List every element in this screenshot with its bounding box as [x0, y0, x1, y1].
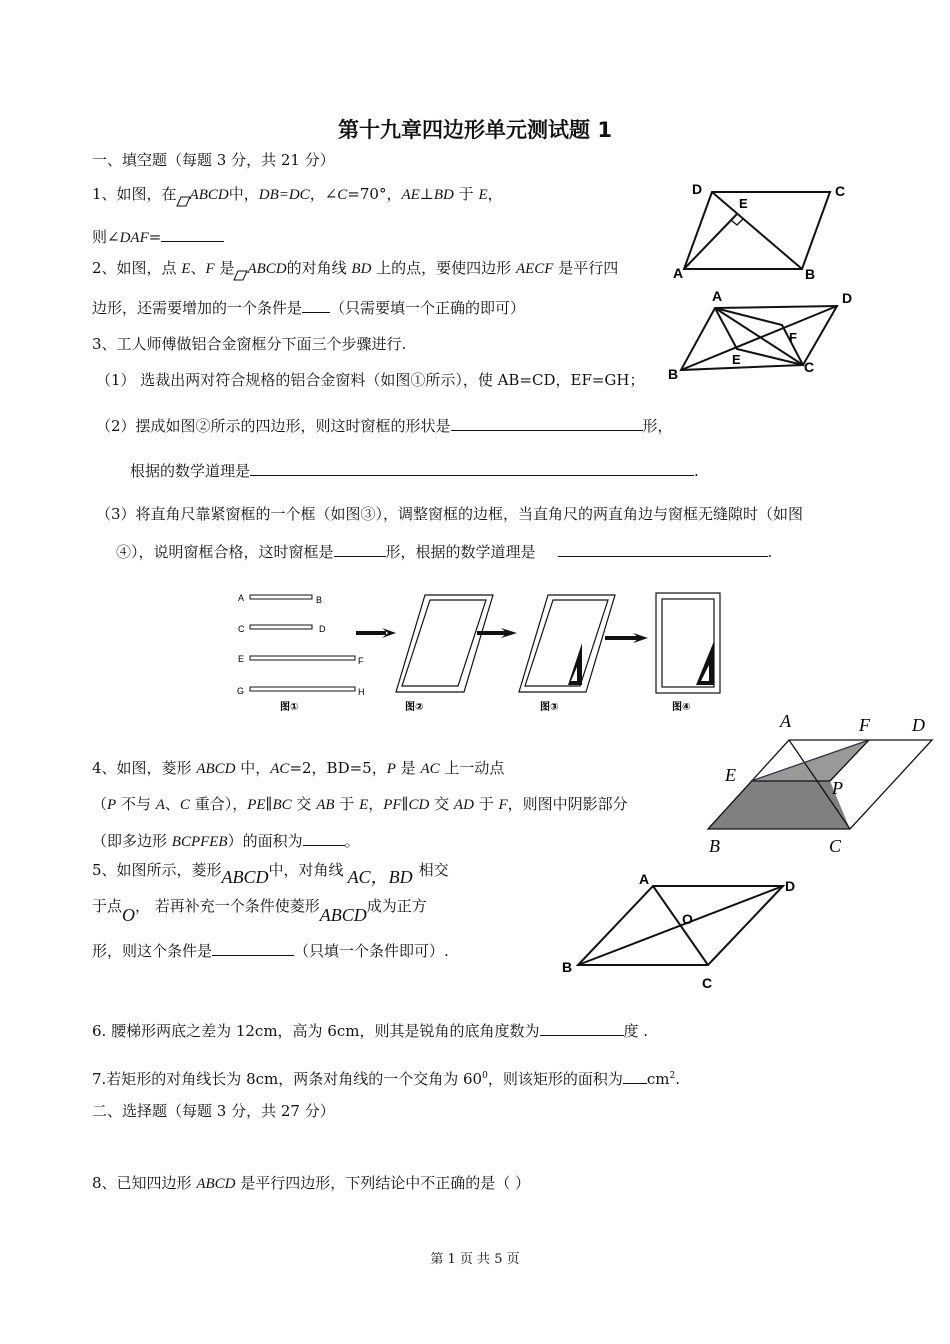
- answer-blank[interactable]: [302, 297, 330, 313]
- q2-var: ABCD: [247, 261, 287, 277]
- answer-blank[interactable]: [250, 460, 694, 476]
- label-c: C: [804, 359, 815, 375]
- q3-text: .: [694, 462, 699, 480]
- label-a: A: [712, 288, 723, 304]
- arrow-shaft: [356, 631, 386, 635]
- figure-q3: [230, 585, 730, 720]
- q1-var: DAF: [119, 230, 149, 246]
- label-b: B: [668, 366, 679, 382]
- label-a: A: [639, 871, 650, 887]
- q1-text: =70°，: [347, 185, 402, 203]
- q3-text: ④），说明窗框合格，这时窗框是: [116, 543, 334, 561]
- q8-text: 8、已知四边形: [92, 1174, 197, 1192]
- frame-figure-4: [656, 593, 720, 693]
- q1-var: DB=DC: [258, 187, 310, 203]
- q4-var: AB: [316, 797, 335, 813]
- q3-text: .: [767, 543, 773, 561]
- label-a: A: [780, 711, 791, 731]
- q6-text: 度 .: [623, 1022, 649, 1040]
- question-2-line-1: [92, 258, 618, 281]
- answer-blank[interactable]: [558, 541, 768, 557]
- label-b: B: [805, 266, 816, 282]
- q2-text: 2、如图，点: [92, 259, 182, 277]
- q4-var: PE: [247, 797, 266, 813]
- q7-text: cm: [646, 1070, 670, 1088]
- q4-var: PF: [383, 797, 402, 813]
- q4-text: （即多边形: [92, 832, 172, 850]
- caption-4: 图④: [672, 702, 691, 713]
- question-7: [92, 1066, 680, 1089]
- q1-text: ⊥: [419, 185, 434, 203]
- arrow-shaft: [477, 631, 507, 635]
- q5-text: （只填一个条件即可）.: [294, 942, 449, 960]
- q5-var: O: [122, 905, 136, 925]
- q5-text: 于点: [92, 897, 123, 915]
- label-a: A: [673, 265, 684, 281]
- parallelogram-icon: [177, 196, 190, 207]
- question-3-step-3-cont: [116, 541, 772, 562]
- frame-figure-3: [519, 595, 615, 692]
- figure-q4: [700, 708, 940, 858]
- q4-text: 是: [395, 759, 421, 777]
- diagonal-ac: [653, 886, 708, 965]
- q2-text: 上的点，要使四边形: [371, 259, 516, 277]
- answer-blank[interactable]: [623, 1068, 647, 1084]
- question-3-step-1: （1） 选裁出两对符合规格的铝合金窗料（如图①所示），使 AB=CD，EF=GH；: [96, 371, 645, 389]
- q7-text: ，则该矩形的面积为: [487, 1070, 623, 1088]
- label-e: E: [732, 352, 741, 367]
- q4-var: P: [107, 797, 117, 813]
- q7-sup: 0: [482, 1071, 488, 1081]
- q1-var: ABCD: [189, 187, 229, 203]
- label-c: C: [702, 975, 713, 991]
- segment-ae: [684, 214, 737, 269]
- label-a: A: [238, 593, 245, 603]
- q1-text: ，: [487, 185, 503, 203]
- frame-figure-2: [396, 595, 493, 692]
- q4-text: ，则图中阴影部分: [507, 795, 628, 813]
- question-4-line-3: [92, 830, 360, 852]
- diagonal-db: [712, 192, 802, 269]
- q7-sup: 2: [669, 1071, 676, 1081]
- q5-text: 成为正方: [366, 897, 427, 915]
- q4-var: P: [386, 761, 396, 777]
- bars-figure-1: [250, 595, 355, 691]
- q5-text: 形，则这个条件是: [92, 942, 213, 960]
- q2-var: E: [181, 261, 191, 277]
- question-5-line-3: [92, 940, 449, 961]
- answer-blank[interactable]: [303, 830, 345, 846]
- label-b: B: [316, 595, 323, 605]
- q7-text: 7.若矩形的对角线长为 8cm，两条对角线的一个交角为 60: [92, 1070, 483, 1088]
- caption-1: 图①: [280, 702, 299, 713]
- q4-text: （: [92, 795, 108, 813]
- q2-text: 边形，还需要增加的一个条件是: [92, 299, 303, 317]
- q1-text: 于: [453, 185, 479, 203]
- q5-text: ， 若再补充一个条件使菱形: [135, 897, 320, 915]
- q5-text: 5、如图所示，菱形: [92, 861, 222, 879]
- q2-text: （只需要填一个正确的即可）: [330, 299, 526, 317]
- arrow-shaft: [605, 636, 639, 640]
- q4-text: 不与: [116, 795, 156, 813]
- label-o: O: [682, 911, 693, 927]
- question-6: [92, 1020, 648, 1041]
- label-e: E: [725, 765, 736, 785]
- label-d: D: [692, 181, 703, 197]
- q2-text: 是: [214, 259, 235, 277]
- q6-text: 6. 腰梯形两底之差为 12cm，高为 6cm，则其是锐角的底角度数为: [92, 1022, 540, 1040]
- q3-text: 形，根据的数学道理是: [385, 543, 536, 561]
- label-e: E: [739, 196, 748, 211]
- q4-text: ，: [368, 795, 384, 813]
- q3-text: （2）摆成如图②所示的四边形，则这时窗框的形状是: [96, 417, 451, 435]
- q1-var: E: [478, 187, 488, 203]
- q1-var: BD: [433, 187, 454, 203]
- q5-text: 相交: [418, 861, 449, 879]
- q4-text: 于: [473, 795, 499, 813]
- q5-var: AC: [347, 867, 371, 887]
- q4-text: 交: [291, 795, 317, 813]
- q5-var: BD: [388, 867, 413, 887]
- question-4-line-1: [92, 758, 504, 779]
- q4-var: AD: [453, 797, 474, 813]
- q5-var: ABCD: [221, 867, 269, 887]
- caption-2: 图②: [405, 702, 424, 713]
- q3-text: 形，: [642, 417, 673, 435]
- question-3-intro: 3、工人师傅做铝合金窗框分下面三个步骤进行.: [92, 335, 407, 353]
- caption-3: 图③: [540, 702, 559, 713]
- question-2-line-2: [92, 297, 525, 318]
- q5-var: ABCD: [319, 905, 367, 925]
- q7-text: .: [675, 1070, 680, 1088]
- answer-blank[interactable]: [451, 415, 643, 431]
- page-title: 第十九章四边形单元测试题 1: [338, 118, 612, 142]
- answer-blank[interactable]: [212, 940, 294, 956]
- label-g: G: [237, 686, 245, 696]
- q4-var: ABCD: [196, 761, 236, 777]
- q4-var: E: [359, 797, 369, 813]
- question-8: [92, 1173, 530, 1194]
- q4-var: BCPFEB: [171, 834, 228, 850]
- q4-var: C: [179, 797, 190, 813]
- question-5-line-1: [92, 858, 449, 889]
- section-2-heading: 二、选择题（每题 3 分，共 27 分）: [92, 1102, 335, 1120]
- question-4-line-2: [92, 794, 628, 815]
- q4-var: BC: [272, 797, 292, 813]
- q4-text: 重合），: [189, 795, 248, 813]
- q8-var: ABCD: [196, 1176, 236, 1192]
- q4-var: CD: [408, 797, 430, 813]
- question-3-step-3: （3）将直角尺靠紧窗框的一个框（如图③），调整窗框的边框，当直角尺的两直角边与窗框无缝隙时（如图: [96, 505, 804, 523]
- label-h: H: [358, 687, 365, 697]
- parallelogram-icon: [234, 270, 247, 281]
- q4-text: 4、如图，菱形: [92, 759, 197, 777]
- q2-var: F: [205, 261, 215, 277]
- q1-text: 则∠: [92, 228, 120, 246]
- figure-q5: [560, 868, 810, 993]
- q1-text: 中，: [228, 185, 259, 203]
- question-3-step-2: [96, 415, 673, 436]
- question-5-line-2: [92, 894, 427, 927]
- q4-var: AC: [270, 761, 290, 777]
- q1-text: =: [148, 228, 162, 246]
- q5-text: 中，对角线: [268, 861, 344, 879]
- label-c: C: [829, 836, 842, 856]
- label-d: D: [785, 878, 796, 894]
- question-1-line-2: [92, 226, 224, 248]
- q4-var: A: [155, 797, 165, 813]
- label-b: B: [709, 836, 720, 856]
- label-p: P: [832, 778, 843, 798]
- figure-q1: [670, 178, 860, 283]
- label-d: D: [842, 290, 853, 306]
- q1-text: 1、如图，在: [92, 185, 177, 203]
- q4-text: 交: [429, 795, 454, 813]
- label-d: D: [319, 624, 326, 634]
- q1-var: C: [337, 187, 348, 203]
- label-f: F: [789, 330, 797, 345]
- q4-var: AC: [420, 761, 440, 777]
- q4-text: =2，BD=5，: [289, 759, 387, 777]
- right-angle-mark: [731, 219, 743, 225]
- q4-text: ）的面积为: [227, 832, 303, 850]
- label-f: F: [859, 715, 870, 735]
- q4-text: 、: [164, 795, 180, 813]
- q2-var: AECF: [515, 261, 554, 277]
- page-footer: 第 1 页 共 5 页: [430, 1252, 520, 1267]
- q2-var: BD: [351, 261, 372, 277]
- label-d: D: [912, 715, 925, 735]
- label-c: C: [835, 183, 846, 199]
- q1-var: AE: [401, 187, 420, 203]
- label-f: F: [358, 656, 364, 666]
- q2-text: 是平行四: [553, 259, 619, 277]
- answer-blank[interactable]: [161, 226, 224, 242]
- q5-text: ，: [370, 867, 389, 887]
- answer-blank[interactable]: [540, 1020, 624, 1036]
- q4-text: 上一动点: [439, 759, 505, 777]
- q4-text: 。: [344, 832, 360, 850]
- q4-text: 中，: [235, 759, 271, 777]
- q1-text: ，∠: [309, 185, 338, 203]
- q4-text: ∥: [265, 795, 273, 813]
- section-1-heading: 一、填空题（每题 3 分，共 21 分）: [92, 151, 335, 169]
- answer-blank[interactable]: [334, 541, 386, 557]
- label-c: C: [238, 624, 245, 634]
- figure-q2: [665, 288, 865, 388]
- q2-text: 、: [190, 259, 206, 277]
- q4-text: 于: [334, 795, 360, 813]
- label-b: B: [562, 959, 573, 975]
- q3-text: 根据的数学道理是: [130, 462, 251, 480]
- q2-text: 的对角线: [286, 259, 352, 277]
- q4-text: ∥: [401, 795, 409, 813]
- question-3-reason-1: [130, 460, 699, 481]
- q4-var: F: [498, 797, 508, 813]
- label-e: E: [238, 654, 245, 664]
- q8-text: 是平行四边形，下列结论中不正确的是（ ）: [235, 1174, 531, 1192]
- question-1-line-1: [92, 184, 503, 207]
